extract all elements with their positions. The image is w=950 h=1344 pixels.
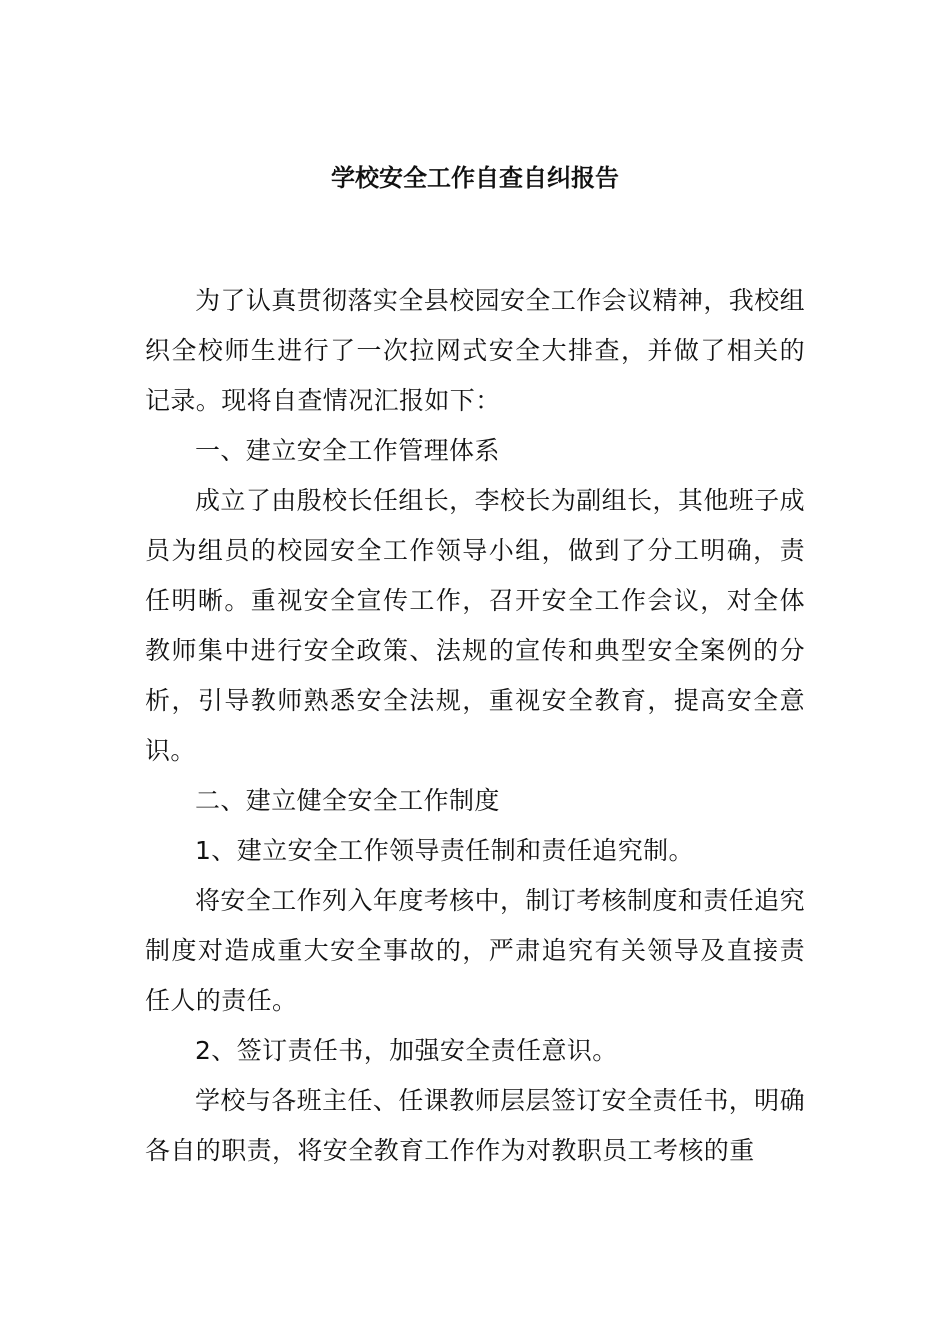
subsection-2-paragraph: 学校与各班主任、任课教师层层签订安全责任书，明确各自的职责，将安全教育工作作为对教职员工考核的重 <box>145 1086 805 1165</box>
document-body <box>145 276 805 1176</box>
document-title: 学校安全工作自查自纠报告 <box>331 164 619 192</box>
section-1-paragraph: 成立了由殷校长任组长，李校长为副组长，其他班子成员为组员的校园安全工作领导小组，做到了分工明确，责任明晰。重视安全宣传工作，召开安全工作会议，对全体教师集中进行安全政策、法规的宣传和典型安全案例的分析，引导教师熟悉安全法规，重视安全教育，提高安全意识。 <box>145 486 805 765</box>
subsection-heading-1: 1、建立安全工作领导责任制和责任追究制。 <box>195 836 694 865</box>
subsection-heading-2: 2、签订责任书，加强安全责任意识。 <box>195 1036 618 1065</box>
subsection-1-paragraph: 将安全工作列入年度考核中，制订考核制度和责任追究制度对造成重大安全事故的，严肃追究有关领导及直接责任人的责任。 <box>145 886 805 1015</box>
section-heading-1: 一、建立安全工作管理体系 <box>195 436 500 465</box>
section-heading-2: 二、建立健全安全工作制度 <box>195 786 500 815</box>
intro-paragraph: 为了认真贯彻落实全县校园安全工作会议精神，我校组织全校师生进行了一次拉网式安全大排查，并做了相关的记录。现将自查情况汇报如下： <box>145 286 805 415</box>
